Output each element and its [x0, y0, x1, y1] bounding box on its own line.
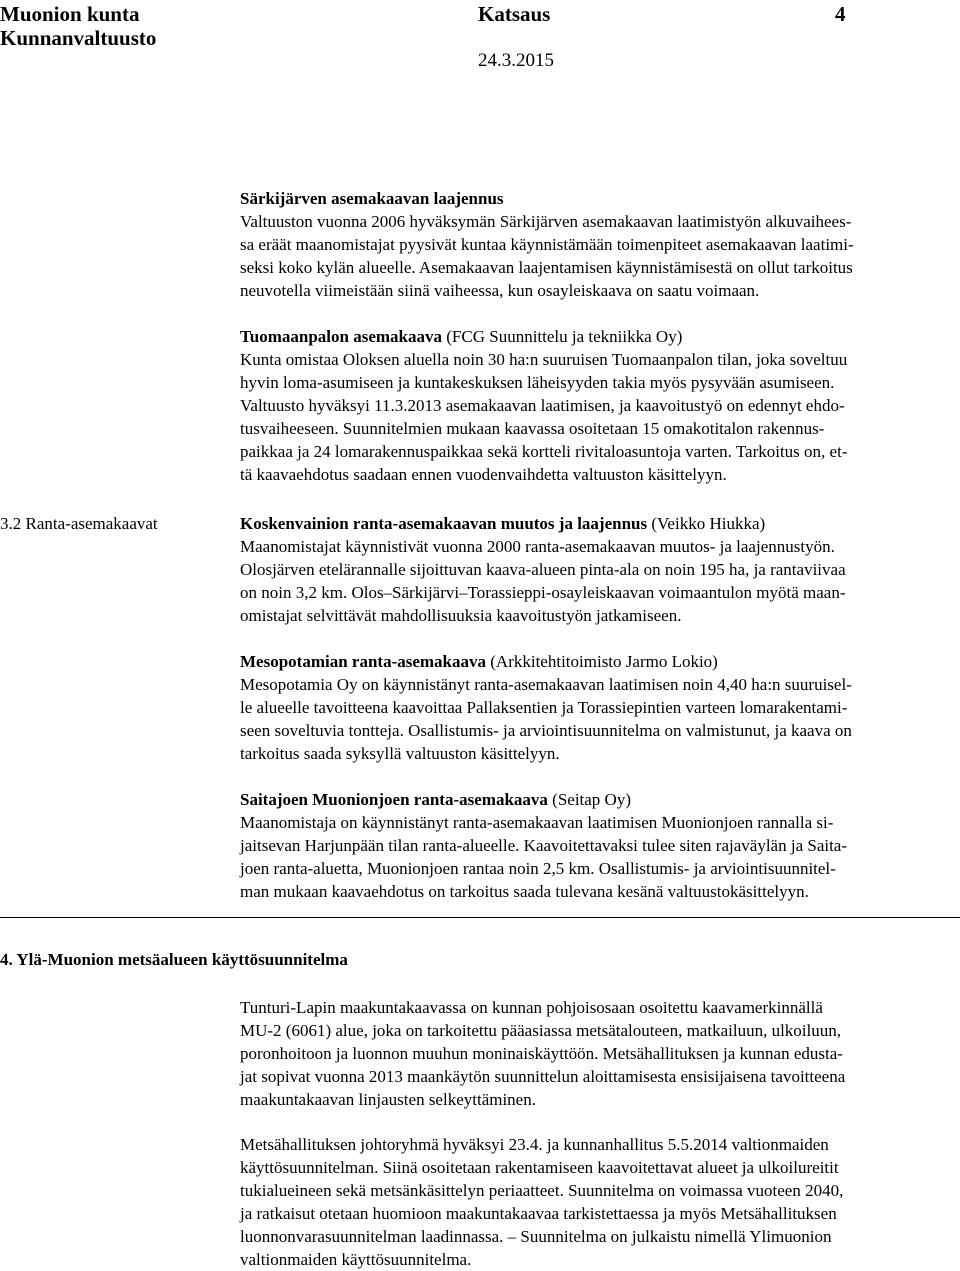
tuomaanpalo-line: Kunta omistaa Oloksen aluella noin 30 ha:n suuruisen Tuomaanpalon tilan, joka soveltuu [240, 350, 848, 369]
sarkijarvi-line: Valtuuston vuonna 2006 hyväksymän Särkijärven asemakaavan laatimistyön alkuvaihees- [240, 212, 852, 231]
mesopotamia-title-rest: (Arkkitehtitoimisto Jarmo Lokio) [486, 652, 718, 671]
mesopotamia-line: le alueelle tavoitteena kaavoittaa Pallaksentien ja Torassiepintien varteen lomarakentami- [240, 698, 848, 717]
koskenvainio-section [240, 512, 960, 627]
saitajoen-line: joen ranta-aluetta, Muonionjoen rantaa noin 2,5 km. Osallistumis- ja arviointisuunnitel- [240, 859, 836, 878]
saitajoen-line: man mukaan kaavaehdotus on tarkoitus saada tulevana kesänä valtuustokäsittelyyn. [240, 882, 809, 901]
header-doc-type: Katsaus [478, 2, 551, 26]
koskenvainio-title-rest: (Veikko Hiukka) [647, 514, 766, 533]
tuomaanpalo-line: paikkaa ja 24 lomarakennuspaikkaa sekä kortteli rivitaloasuntoja varten. Tarkoitus on, et- [240, 442, 848, 461]
koskenvainio-line: on noin 3,2 km. Olos–Särkijärvi–Torassieppi-osayleiskaavan voimaantulon myötä maan- [240, 583, 846, 602]
section-4-line: tukialueineen sekä metsänkäsittelyn periaatteet. Suunnitelma on voimassa vuoteen 2040, [240, 1181, 844, 1200]
saitajoen-title-rest: (Seitap Oy) [547, 790, 631, 809]
sarkijarvi-title: Särkijärven asemakaavan laajennus [240, 189, 504, 208]
sarkijarvi-section [240, 187, 960, 302]
saitajoen-line: Maanomistaja on käynnistänyt ranta-asemakaavan laatimisen Muonionjoen rannalla si- [240, 813, 834, 832]
koskenvainio-title-bold: Koskenvainion ranta-asemakaavan muutos ja laajennus [240, 514, 648, 533]
mesopotamia-title [240, 650, 960, 673]
tuomaanpalo-line: Valtuusto hyväksyi 11.3.2013 asemakaavan laatimisen, ja kaavoitustyö on edennyt ehdo- [240, 396, 845, 415]
section-4-line: ja ratkaisut otetaan huomioon maakuntakaavaa tarkistettaessa ja myös Metsähallituksen [240, 1204, 837, 1223]
koskenvainio-line: Olosjärven etelärannalle sijoittuvan kaava-alueen pinta-ala on noin 195 ha, ja rantaviivaa [240, 560, 846, 579]
tuomaanpalo-line: hyvin loma-asumiseen ja kuntakeskuksen läheisyyden takia myös pysyvään asumiseen. [240, 373, 835, 392]
tuomaanpalo-title [240, 325, 960, 348]
section-4-heading: 4. Ylä-Muonion metsäalueen käyttösuunnitelma [0, 950, 348, 969]
section-4-line: Tunturi-Lapin maakuntakaavassa on kunnan pohjoisosaan osoitettu kaavamerkinnällä [240, 998, 823, 1017]
sarkijarvi-line: neuvotella viimeistään siinä vaiheessa, kun osayleiskaava on saatu voimaan. [240, 281, 760, 300]
section-4-line: poronhoitoon ja luonnon muuhun moninaiskäyttöön. Metsähallituksen ja kunnan edusta- [240, 1044, 843, 1063]
header-body: Kunnanvaltuusto [0, 26, 157, 50]
section-4-line: Metsähallituksen johtoryhmä hyväksyi 23.4. ja kunnanhallitus 5.5.2014 valtionmaiden [240, 1135, 829, 1154]
saitajoen-section [240, 788, 960, 903]
mesopotamia-line: seen soveltuvia tontteja. Osallistumis- ja arviointisuunnitelma on valmistunut, ja kaava on [240, 721, 852, 740]
tuomaanpalo-line: tä kaavaehdotus saadaan ennen vuodenvaihdetta valtuuston käsittelyyn. [240, 465, 727, 484]
section-3-2-label: 3.2 Ranta-asemakaavat [0, 514, 158, 533]
sarkijarvi-line: seksi koko kylän alueelle. Asemakaavan laajentamisen käynnistämisestä on ollut tarkoitus [240, 258, 853, 277]
tuomaanpalo-title-bold: Tuomaanpalon asemakaava [240, 327, 443, 346]
section-4-line: MU-2 (6061) alue, joka on tarkoitettu pääasiassa metsätalouteen, matkailuun, ulkoiluun, [240, 1021, 841, 1040]
header-municipality: Muonion kunta [0, 2, 140, 26]
mesopotamia-section [240, 650, 960, 765]
saitajoen-title [240, 788, 960, 811]
header-date: 24.3.2015 [478, 50, 554, 71]
section-4-paragraph-2 [240, 1133, 960, 1271]
saitajoen-title-bold: Saitajoen Muonionjoen ranta-asemakaava [240, 790, 548, 809]
mesopotamia-line: Mesopotamia Oy on käynnistänyt ranta-asemakaavan laatimisen noin 4,40 ha:n suuruisel- [240, 675, 852, 694]
tuomaanpalo-section [240, 325, 960, 486]
tuomaanpalo-title-rest: (FCG Suunnittelu ja tekniikka Oy) [442, 327, 683, 346]
section-4-paragraph-1 [240, 996, 960, 1111]
saitajoen-line: jaitsevan Harjunpään tilan ranta-alueelle. Kaavoitettavaksi tulee siten rajaväylän ja Saita- [240, 836, 848, 855]
koskenvainio-title [240, 512, 960, 535]
tuomaanpalo-line: tusvaiheeseen. Suunnitelmien mukaan kaavassa osoitetaan 15 omakotitalon rakennus- [240, 419, 825, 438]
koskenvainio-line: Maanomistajat käynnistivät vuonna 2000 ranta-asemakaavan muutos- ja laajennustyön. [240, 537, 835, 556]
section-4-line: käyttösuunnitelman. Siinä osoitetaan rakentamiseen kaavoitettavat alueet ja ulkoilureitit [240, 1158, 839, 1177]
section-divider [0, 917, 960, 918]
sarkijarvi-line: sa eräät maanomistajat pyysivät kuntaa käynnistämään toimenpiteet asemakaavan laatimi- [240, 235, 854, 254]
header-page-number: 4 [835, 2, 846, 26]
section-4-line: luonnonvarasuunnitelman laadinnassa. – Suunnitelma on julkaistu nimellä Ylimuonion [240, 1227, 832, 1246]
mesopotamia-line: tarkoitus saada syksyllä valtuuston käsittelyyn. [240, 744, 560, 763]
mesopotamia-title-bold: Mesopotamian ranta-asemakaava [240, 652, 487, 671]
koskenvainio-line: omistajat selvittävät mahdollisuuksia kaavoitustyön jatkamiseen. [240, 606, 682, 625]
section-4-line: jat sopivat vuonna 2013 maankäytön suunnittelun aloittamisesta ensisijaisena tavoitteena [240, 1067, 846, 1086]
section-4-line: valtionmaiden käyttösuunnitelma. [240, 1250, 472, 1269]
section-4-line: maakuntakaavan linjausten selkeyttäminen. [240, 1090, 536, 1109]
